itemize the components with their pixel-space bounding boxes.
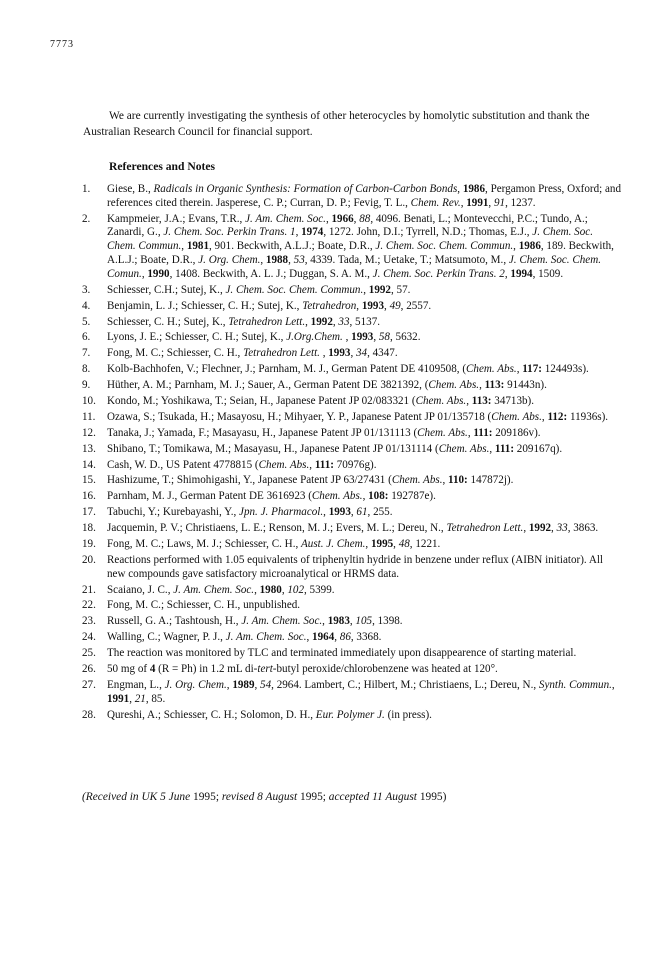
reference-text-run: Fong, M. C.; Schiesser, C. H., <box>107 347 244 360</box>
reference-text-run: , <box>181 240 187 253</box>
reference-text-run: Kolb-Bachhofen, V.; Flechner, J.; Parnham, M. J., German Patent DE 4109508, ( <box>107 363 467 376</box>
reference-text-run: Chem. Abs. <box>417 426 468 439</box>
reference-text-run: Walling, C.; Wagner, P. J., <box>107 631 226 644</box>
reference-text <box>107 213 622 282</box>
reference-item <box>82 411 622 425</box>
reference-text-run: , <box>322 615 328 628</box>
reference-number: 28. <box>82 708 96 721</box>
reference-text-run: 34713b). <box>491 395 535 407</box>
reference-text <box>107 331 622 345</box>
received-year: 1995; <box>193 791 222 803</box>
reference-text-run: 1992 <box>528 522 552 535</box>
reference-text-run: 102 <box>287 583 304 596</box>
reference-text-run: , <box>342 331 352 344</box>
reference-number: 7. <box>82 347 91 360</box>
reference-number: 10. <box>82 395 96 407</box>
reference-text-run: 111: <box>314 458 334 471</box>
reference-text-run: , <box>356 299 362 312</box>
reference-text-run: J. Chem. Soc. Perkin Trans. 1 <box>163 226 296 239</box>
reference-item <box>82 443 622 457</box>
reference-text-run: , <box>254 678 261 691</box>
reference-text-run: tert <box>257 663 273 676</box>
reference-text-run: Shibano, T.; Tomikawa, M.; Masayasu, H., Japanese Patent JP 01/131114 ( <box>107 442 439 455</box>
reference-text-run: , <box>323 506 329 519</box>
reference-text <box>107 615 622 629</box>
reference-text-run: , <box>309 458 315 471</box>
reference-text-run: , <box>350 347 356 360</box>
reference-text-run: 209167q). <box>514 442 563 455</box>
reference-text-run: Ozawa, S.; Tsukada, H.; Masayosu, H.; Mihyaer, Y. P., Japanese Patent JP 01/135718 ( <box>107 410 492 423</box>
reference-text-run: J. Chem. Soc. Perkin Trans. 2 <box>372 267 505 280</box>
reference-item <box>82 331 622 345</box>
reference-text-run: Cash, W. D., US Patent 4778815 ( <box>107 458 259 471</box>
references-list <box>82 183 622 725</box>
reference-item <box>82 300 622 314</box>
reference-item <box>82 284 622 298</box>
revised-label: revised <box>221 791 255 803</box>
reference-text-run: 86 <box>339 631 351 644</box>
reference-number: 27. <box>82 678 96 691</box>
reference-text-run: Tabuchi, Y.; Kurebayashi, Y., <box>107 506 240 519</box>
reference-item <box>82 213 622 282</box>
reference-text-run: J. Org. Chem. <box>164 678 227 691</box>
reference-item <box>82 679 622 707</box>
reference-text-run: , <box>281 583 288 596</box>
reference-number: 4. <box>82 299 91 312</box>
reference-number: 18. <box>82 522 96 535</box>
reference-text-run: , 3863. <box>567 522 599 535</box>
reference-text-run: , 5137. <box>349 315 381 328</box>
reference-item <box>82 506 622 520</box>
reference-item <box>82 316 622 330</box>
reference-item <box>82 647 622 661</box>
reference-text <box>107 379 622 393</box>
reference-text-run: Radicals in Organic Synthesis: Formation of Carbon-Carbon Bonds <box>153 183 458 195</box>
reference-text-run: , <box>467 426 474 439</box>
reference-text-run: Chem. Abs. <box>466 363 517 376</box>
reference-text-run: , <box>442 474 449 487</box>
reference-text-run: 1986 <box>462 183 486 195</box>
reference-text-run: 88 <box>359 212 371 225</box>
reference-number: 11. <box>82 410 96 423</box>
reference-number: 21. <box>82 583 96 596</box>
reference-text <box>107 395 622 409</box>
received-date: 5 June <box>157 791 194 803</box>
reference-text-run: , <box>288 254 294 267</box>
reference-text-run: Lyons, J. E.; Schiesser, C. H.; Sutej, K., <box>107 331 287 344</box>
reference-text-run: 108: <box>368 490 389 503</box>
reference-item <box>82 663 622 677</box>
reference-text-run: (in press). <box>384 708 432 721</box>
reference-number: 26. <box>82 663 96 676</box>
reference-text-run: Chem. Abs. <box>491 410 542 423</box>
reference-item <box>82 363 622 377</box>
reference-text <box>107 474 622 488</box>
reference-text-run: , <box>332 315 339 328</box>
reference-item <box>82 599 622 613</box>
reference-text-run: 1994 <box>510 267 533 280</box>
reference-item <box>82 459 622 473</box>
reference-text-run: 113: <box>484 379 505 392</box>
reference-number: 13. <box>82 442 96 455</box>
reference-text-run: Chem. Abs. <box>258 458 310 471</box>
reference-text-run: , 85. <box>145 692 166 705</box>
reference-text <box>107 647 622 661</box>
reference-text-run: , <box>365 538 371 551</box>
reference-text-run: , 1221. <box>409 538 441 551</box>
reference-text-run: Tanaka, J.; Yamada, F.; Masayasu, H., Japanese Patent JP 01/131113 ( <box>107 426 418 439</box>
reference-number: 16. <box>82 490 96 503</box>
references-heading: References and Notes <box>109 160 216 173</box>
reference-text-run: Parnham, M. J., German Patent DE 3616923 ( <box>107 490 312 503</box>
reference-text <box>107 459 622 473</box>
reference-text-run: , <box>260 254 266 267</box>
reference-text-run: , <box>319 347 329 360</box>
reference-text-run: 113: <box>471 395 492 407</box>
reference-text-run: Hashizume, T.; Shimohigashi, Y., Japanese Patent JP 63/27431 ( <box>107 474 392 487</box>
reference-item <box>82 379 622 393</box>
reference-text-run: J. Am. Chem. Soc. <box>225 631 307 644</box>
reference-text <box>107 506 622 520</box>
reference-item <box>82 395 622 409</box>
reference-text-run: 1983 <box>327 615 350 628</box>
reference-text-run: , <box>466 395 472 407</box>
reference-number: 19. <box>82 538 96 551</box>
reference-text-run: Chem. Abs. <box>311 490 363 503</box>
reference-text-run: 50 mg of <box>107 663 150 676</box>
reference-text <box>107 427 622 441</box>
reference-text-run: , <box>305 315 311 328</box>
reference-text <box>107 316 622 330</box>
reference-text-run: J. Chem. Soc. Chem. Commun. <box>225 283 364 296</box>
revised-date: 8 August <box>254 791 300 803</box>
reference-text-run: 1991 <box>107 692 130 705</box>
reference-number: 23. <box>82 615 96 628</box>
reference-text-run: 147872j). <box>467 474 514 487</box>
reference-text-run: 192787e). <box>388 490 436 503</box>
reference-item <box>82 709 622 723</box>
reference-text-run: (R = Ph) in 1.2 mL di- <box>155 663 258 676</box>
reference-number: 5. <box>82 315 91 328</box>
reference-text-run: Chem. Abs. <box>391 474 443 487</box>
accepted-year: 1995) <box>419 791 447 803</box>
reference-text-run: Chem. Rev. <box>410 196 461 209</box>
reference-text-run: 112: <box>547 410 568 423</box>
reference-text-run: Jacquemin, P. V.; Christiaens, L. E.; Renson, M. J.; Evers, M. L.; Dereu, N., <box>107 522 447 535</box>
reference-text-run: J. Am. Chem. Soc. <box>173 583 255 596</box>
reference-text-run: 111: <box>494 442 515 455</box>
reference-text-run: 34 <box>355 347 368 360</box>
reference-text-run: Tetrahedron <box>302 299 357 312</box>
reference-text-run: , <box>523 522 529 535</box>
reference-number: 25. <box>82 647 96 660</box>
reference-text-run: , <box>350 506 357 519</box>
reference-item <box>82 183 622 211</box>
reference-text-run: 53 <box>293 254 305 267</box>
reference-text-run: , 5632. <box>389 331 421 344</box>
reference-text-run: , 4347. <box>367 347 398 360</box>
reference-text-run: 70976g). <box>333 458 377 471</box>
reference-text-run: 33 <box>338 315 350 328</box>
reference-text-run: , <box>129 692 135 705</box>
reference-text-run: Russell, G. A.; Tashtoush, H., <box>107 615 242 628</box>
reference-number: 22. <box>82 599 96 612</box>
reference-text <box>107 363 622 377</box>
reference-text-run: , <box>489 442 495 455</box>
reference-text-run: 1990 <box>147 267 170 280</box>
reference-text-run: 1995 <box>370 538 394 551</box>
reference-item <box>82 347 622 361</box>
reference-text-run: , <box>504 267 511 280</box>
reference-text-run: , 1272. John, D.I.; Tyrrell, N.D.; Thomas, E.J., <box>323 226 533 239</box>
reference-text-run: Qureshi, A.; Schiesser, C. H.; Solomon, D. H., <box>107 708 316 721</box>
reference-text-run: , <box>349 615 356 628</box>
reference-item <box>82 522 622 536</box>
reference-text <box>107 599 622 613</box>
reference-text-run: 4 <box>149 663 156 676</box>
revised-year: 1995; <box>300 791 329 803</box>
received-label: (Received in UK <box>82 791 158 803</box>
reference-item <box>82 474 622 488</box>
reference-item <box>82 490 622 504</box>
reference-text <box>107 538 622 552</box>
reference-text-run: , <box>611 678 615 691</box>
reference-text-run: , 2557. <box>400 299 432 312</box>
reference-text-run: Kondo, M.; Yoshikawa, T.; Seian, H., Japanese Patent JP 02/083321 ( <box>107 395 416 407</box>
reference-number: 17. <box>82 506 96 519</box>
reference-text-run: Engman, L., <box>107 678 165 691</box>
reference-text-run: Chem. Abs. <box>438 442 490 455</box>
reference-text <box>107 183 622 211</box>
reference-text-run: , <box>384 299 390 312</box>
reference-text-run: 1966 <box>331 212 354 225</box>
reference-text-run: Tetrahedron Lett. <box>446 522 524 535</box>
reference-text-run: 1993 <box>328 506 351 519</box>
reference-text-run: , <box>488 196 494 209</box>
reference-text <box>107 347 622 361</box>
reference-text-run: , 255. <box>367 506 393 519</box>
reference-text-run: Chem. Abs. <box>428 379 480 392</box>
reference-text-run: Reactions performed with 1.05 equivalents of triphenyltin hydride in benzene under reflux (AIBN initiator). All new compounds gave satisfactory microanalytical or HRMS data. <box>107 553 604 580</box>
reference-text-run: J.Org.Chem. <box>286 331 343 344</box>
reference-number: 6. <box>82 331 91 344</box>
reference-text-run: , 3368. <box>350 631 382 644</box>
reference-text-run: 111: <box>473 426 493 439</box>
accepted-date: 11 August <box>369 791 420 803</box>
reference-number: 3. <box>82 283 91 296</box>
reference-item <box>82 427 622 441</box>
reference-text-run: , <box>325 212 332 225</box>
reference-text-run: , <box>479 379 485 392</box>
reference-text-run: Schiesser, C.H.; Sutej, K., <box>107 283 226 296</box>
reference-text-run: , 2964. Lambert, C.; Hilbert, M.; Christiaens, L.; Dereu, N., <box>271 678 539 691</box>
reference-item <box>82 554 622 582</box>
reference-text-run: Kampmeier, J.A.; Evans, T.R., <box>107 212 246 225</box>
reference-text-run: Fong, M. C.; Laws, M. J.; Schiesser, C. H., <box>107 538 302 551</box>
reference-text-run: Benjamin, L. J.; Schiesser, C. H.; Sutej, K., <box>107 299 303 312</box>
reference-text-run: 91 <box>493 196 506 209</box>
reference-text-run: 21 <box>134 692 146 705</box>
reference-text-run: 1989 <box>232 678 255 691</box>
reference-text-run: Chem. Abs. <box>415 395 467 407</box>
reference-text-run: Fong, M. C.; Schiesser, C. H., unpublished. <box>107 599 301 612</box>
reference-text-run: Tetrahedron Lett. <box>243 347 320 360</box>
reference-text-run: Jpn. J. Pharmacol. <box>239 506 324 519</box>
reference-text-run: 124493s). <box>541 363 589 376</box>
reference-number: 2. <box>82 212 91 225</box>
reference-text-run: 33 <box>556 522 568 535</box>
reference-number: 20. <box>82 553 96 566</box>
reference-text-run: , <box>226 678 233 691</box>
reference-text-run: , <box>513 240 519 253</box>
reference-text <box>107 663 622 677</box>
reference-text-run: 209186v). <box>492 426 541 439</box>
accepted-label: accepted <box>328 791 370 803</box>
reference-text-run: 11936s). <box>567 410 609 423</box>
reference-text-run: 1980 <box>259 583 282 596</box>
reference-item <box>82 584 622 598</box>
reference-number: 24. <box>82 631 96 644</box>
reference-text-run: , 189. Beckwith, A.L.J.; Boate, D.R., <box>107 240 614 267</box>
reference-text-run: 54 <box>260 678 272 691</box>
reference-text-run: 48 <box>398 538 410 551</box>
reference-text-run: Schiesser, C. H.; Sutej, K., <box>107 315 229 328</box>
reference-text-run: Eur. Polymer J. <box>315 708 385 721</box>
reference-text-run: 1991 <box>466 196 489 209</box>
reference-text-run: , <box>457 183 463 195</box>
reference-text-run: 117: <box>522 363 542 376</box>
reference-text-run: , 1398. <box>372 615 403 628</box>
reference-text-run: 61 <box>356 506 368 519</box>
reference-text-run: 1992 <box>368 283 391 296</box>
reference-text <box>107 490 622 504</box>
reference-text <box>107 631 622 645</box>
reference-text-run: J. Am. Chem. Soc. <box>245 212 326 225</box>
reference-text-run: , <box>516 363 523 376</box>
reference-item <box>82 631 622 645</box>
reference-text-run: 1964 <box>312 631 335 644</box>
reference-text-run: The reaction was monitored by TLC and terminated immediately upon disappearence of starting material. <box>107 647 577 660</box>
page-number: 7773 <box>50 39 74 50</box>
reference-text-run: 58 <box>378 331 390 344</box>
reference-text-run: 91443n). <box>504 379 547 392</box>
reference-text-run: , <box>373 331 379 344</box>
reference-text-run: 110: <box>448 474 468 487</box>
received-dates-line <box>82 791 446 803</box>
reference-text-run: 1988 <box>265 254 289 267</box>
reference-text-run: 105 <box>355 615 373 628</box>
reference-text <box>107 411 622 425</box>
reference-text-run: J. Org. Chem. <box>198 254 261 267</box>
reference-number: 9. <box>82 379 91 392</box>
reference-text-run: , <box>306 631 313 644</box>
reference-number: 8. <box>82 363 91 376</box>
reference-text-run: 1974 <box>301 226 324 239</box>
reference-text-run: 1981 <box>186 240 209 253</box>
reference-text-run: , 5399. <box>304 583 335 596</box>
reference-text-run: , Pergamon Press, Oxford; and references cited therein. Jasperese, C. P.; Curran, D. P.; Fevig, T. L., <box>107 183 622 209</box>
reference-text-run: , <box>460 196 467 209</box>
reference-text <box>107 584 622 598</box>
reference-text-run: , <box>551 522 557 535</box>
acknowledgement-paragraph: We are currently investigating the synthesis of other heterocycles by homolytic substitution and thank the Australian Research Council for financial support. <box>83 110 590 138</box>
reference-text <box>107 554 622 582</box>
reference-text <box>107 709 622 723</box>
reference-text-run: 1993 <box>361 299 385 312</box>
reference-number: 14. <box>82 458 96 471</box>
reference-text-run: , 57. <box>390 283 411 296</box>
reference-text-run: , 1408. Beckwith, A. L. J.; Duggan, S. A. M., <box>169 267 373 280</box>
reference-text-run: 1986 <box>518 240 541 253</box>
reference-text-run: 49 <box>389 299 401 312</box>
reference-text-run: J. Chem. Soc. Chem. Commun. <box>107 226 593 253</box>
reference-number: 1. <box>82 183 91 195</box>
reference-text-run: Giese, B., <box>107 183 154 195</box>
reference-text-run: 1993 <box>328 347 351 360</box>
reference-text-run: J. Chem. Soc. Chem. Commun. <box>375 240 514 253</box>
reference-text-run: -butyl peroxide/chlorobenzene was heated at 120°. <box>272 663 498 676</box>
reference-text-run: Hüther, A. M.; Parnham, M. J.; Sauer, A., German Patent DE 3821392, ( <box>107 379 429 392</box>
reference-text-run: , 4339. Tada, M.; Uetake, T.; Matsumoto, M., <box>304 254 509 267</box>
reference-text-run: , <box>295 226 302 239</box>
reference-text-run: Tetrahedron Lett. <box>228 315 306 328</box>
reference-text-run: , <box>254 583 260 596</box>
reference-text <box>107 522 622 536</box>
reference-item <box>82 615 622 629</box>
reference-text <box>107 679 622 707</box>
reference-text-run: , <box>393 538 399 551</box>
reference-text-run: , 1509. <box>532 267 564 280</box>
reference-number: 12. <box>82 426 96 439</box>
reference-text-run: , 4096. Benati, L.; Montevecchi, P.C.; Tundo, A.; Zanardi, G., <box>107 212 588 239</box>
reference-text-run: Aust. J. Chem. <box>301 538 366 551</box>
reference-text-run: , <box>353 212 360 225</box>
reference-text <box>107 284 622 298</box>
reference-text-run: 1992 <box>310 315 333 328</box>
reference-text-run: , <box>541 410 548 423</box>
reference-text-run: J. Chem. Soc. Chem. Comun. <box>107 254 601 280</box>
reference-text <box>107 443 622 457</box>
reference-text-run: , 901. Beckwith, A.L.J.; Boate, D.R., <box>209 240 376 253</box>
reference-text-run: , 1237. <box>505 196 536 209</box>
reference-text-run: J. Am. Chem. Soc. <box>241 615 323 628</box>
reference-text-run: 1993 <box>351 331 374 344</box>
reference-text <box>107 300 622 314</box>
reference-number: 15. <box>82 474 96 487</box>
reference-text-run: , <box>363 283 369 296</box>
reference-text-run: , <box>141 267 148 280</box>
reference-text-run: , <box>362 490 369 503</box>
reference-item <box>82 538 622 552</box>
reference-text-run: Synth. Commun. <box>538 678 612 691</box>
reference-text-run: Scaiano, J. C., <box>107 583 174 596</box>
reference-text-run: , <box>334 631 340 644</box>
